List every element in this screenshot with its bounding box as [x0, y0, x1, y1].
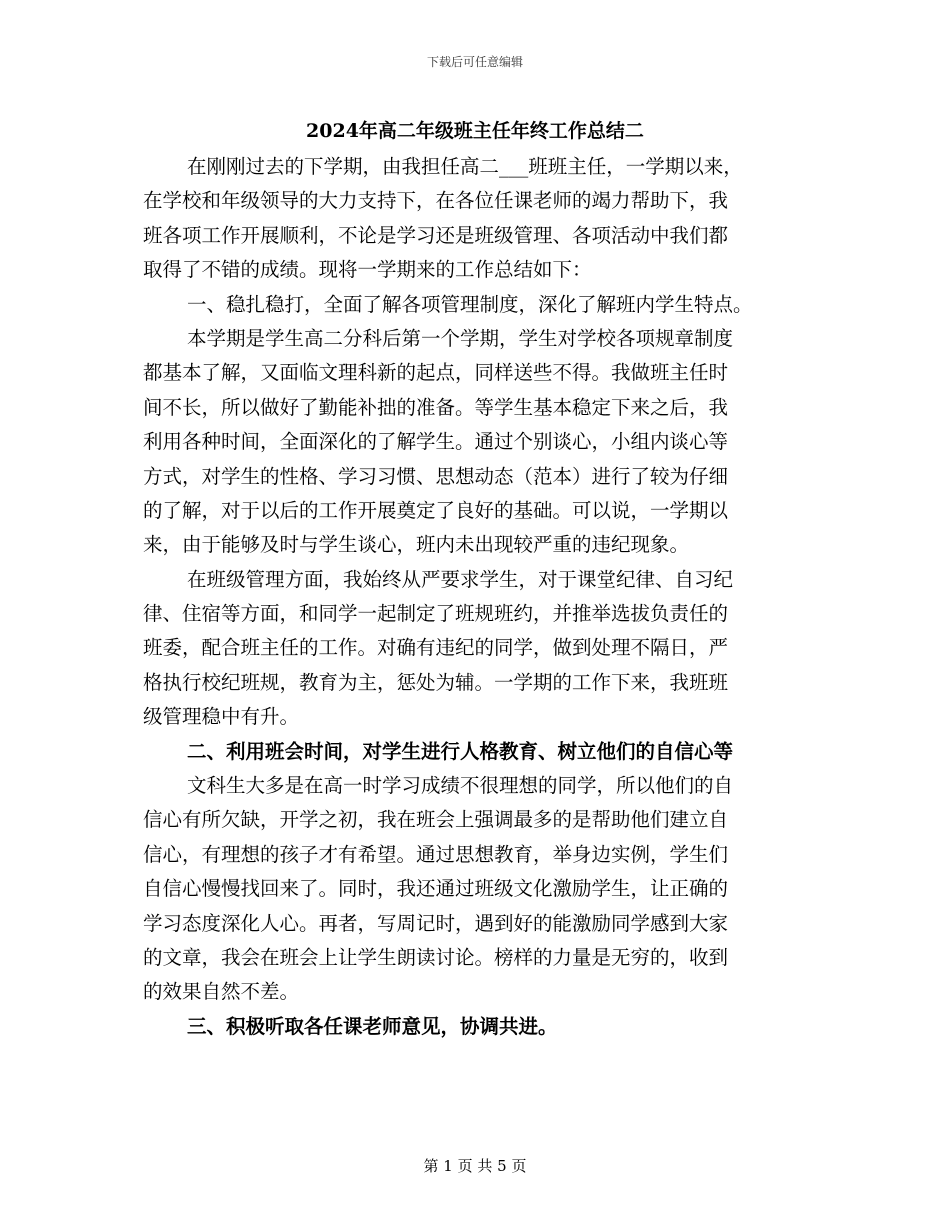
- paragraph-line: 利用各种时间，全面深化的了解学生。通过个别谈心，小组内谈心等: [143, 430, 729, 454]
- paragraph-line: 在刚刚过去的下学期，由我担任高二___班班主任，一学期以来，: [187, 155, 743, 178]
- paragraph-line: 在班级管理方面，我始终从严要求学生，对于课堂纪律、自习纪: [187, 567, 734, 591]
- section-heading-line: 二、利用班会时间，对学生进行人格教育、树立他们的自信心等: [187, 739, 734, 763]
- paragraph-line: 信心有所欠缺，开学之初，我在班会上强调最多的是帮助他们建立自: [143, 808, 729, 832]
- paragraph-line: 本学期是学生高二分科后第一个学期，学生对学校各项规章制度: [187, 326, 734, 350]
- paragraph-line: 级管理稳中有升。: [143, 705, 300, 729]
- paragraph-line: 间不长，所以做好了勤能补拙的准备。等学生基本稳定下来之后，我: [143, 395, 729, 419]
- paragraph-line: 班委，配合班主任的工作。对确有违纪的同学，做到处理不隔日，严: [143, 636, 729, 660]
- paragraph-line: 班各项工作开展顺利，不论是学习还是班级管理、各项活动中我们都: [143, 223, 729, 247]
- paragraph-line: 格执行校纪班规，教育为主，惩处为辅。一学期的工作下来，我班班: [143, 670, 729, 694]
- page-header-note: 下载后可任意编辑: [426, 55, 523, 69]
- document-title: 2024年高二年级班主任年终工作总结二: [306, 120, 644, 142]
- paragraph-line: 的了解，对于以后的工作开展奠定了良好的基础。可以说，一学期以: [143, 498, 729, 522]
- paragraph-line: 律、住宿等方面，和同学一起制定了班规班约，并推举选拔负责任的: [143, 602, 729, 626]
- paragraph-line: 的文章，我会在班会上让学生朗读讨论。榜样的力量是无穷的，收到: [143, 945, 729, 969]
- paragraph-line: 自信心慢慢找回来了。同时，我还通过班级文化激励学生，让正确的: [143, 877, 729, 901]
- paragraph-line: 取得了不错的成绩。现将一学期来的工作总结如下：: [143, 258, 592, 282]
- section-heading-line: 三、积极听取各任课老师意见，协调共进。: [187, 1014, 558, 1038]
- paragraph-line: 在学校和年级领导的大力支持下，在各位任课老师的竭力帮助下，我: [143, 189, 729, 213]
- paragraph-line: 一、稳扎稳打，全面了解各项管理制度，深化了解班内学生特点。: [187, 292, 753, 316]
- paragraph-line: 信心，有理想的孩子才有希望。通过思想教育，举身边实例，学生们: [143, 842, 729, 866]
- paragraph-line: 来，由于能够及时与学生谈心，班内未出现较严重的违纪现象。: [143, 533, 690, 557]
- document-body: [143, 150, 808, 1044]
- paragraph-line: 文科生大多是在高一时学习成绩不很理想的同学，所以他们的自: [187, 774, 734, 798]
- paragraph-line: 的效果自然不差。: [143, 980, 300, 1004]
- paragraph-line: 都基本了解，又面临文理科新的起点，同样送些不得。我做班主任时: [143, 361, 729, 385]
- paragraph-line: 方式，对学生的性格、学习习惯、思想动态（范本）进行了较为仔细: [143, 464, 729, 488]
- paragraph-line: 学习态度深化人心。再者，写周记时，遇到好的能激励同学感到大家: [143, 911, 729, 935]
- page-footer: 第 1 页 共 5 页: [423, 1157, 527, 1175]
